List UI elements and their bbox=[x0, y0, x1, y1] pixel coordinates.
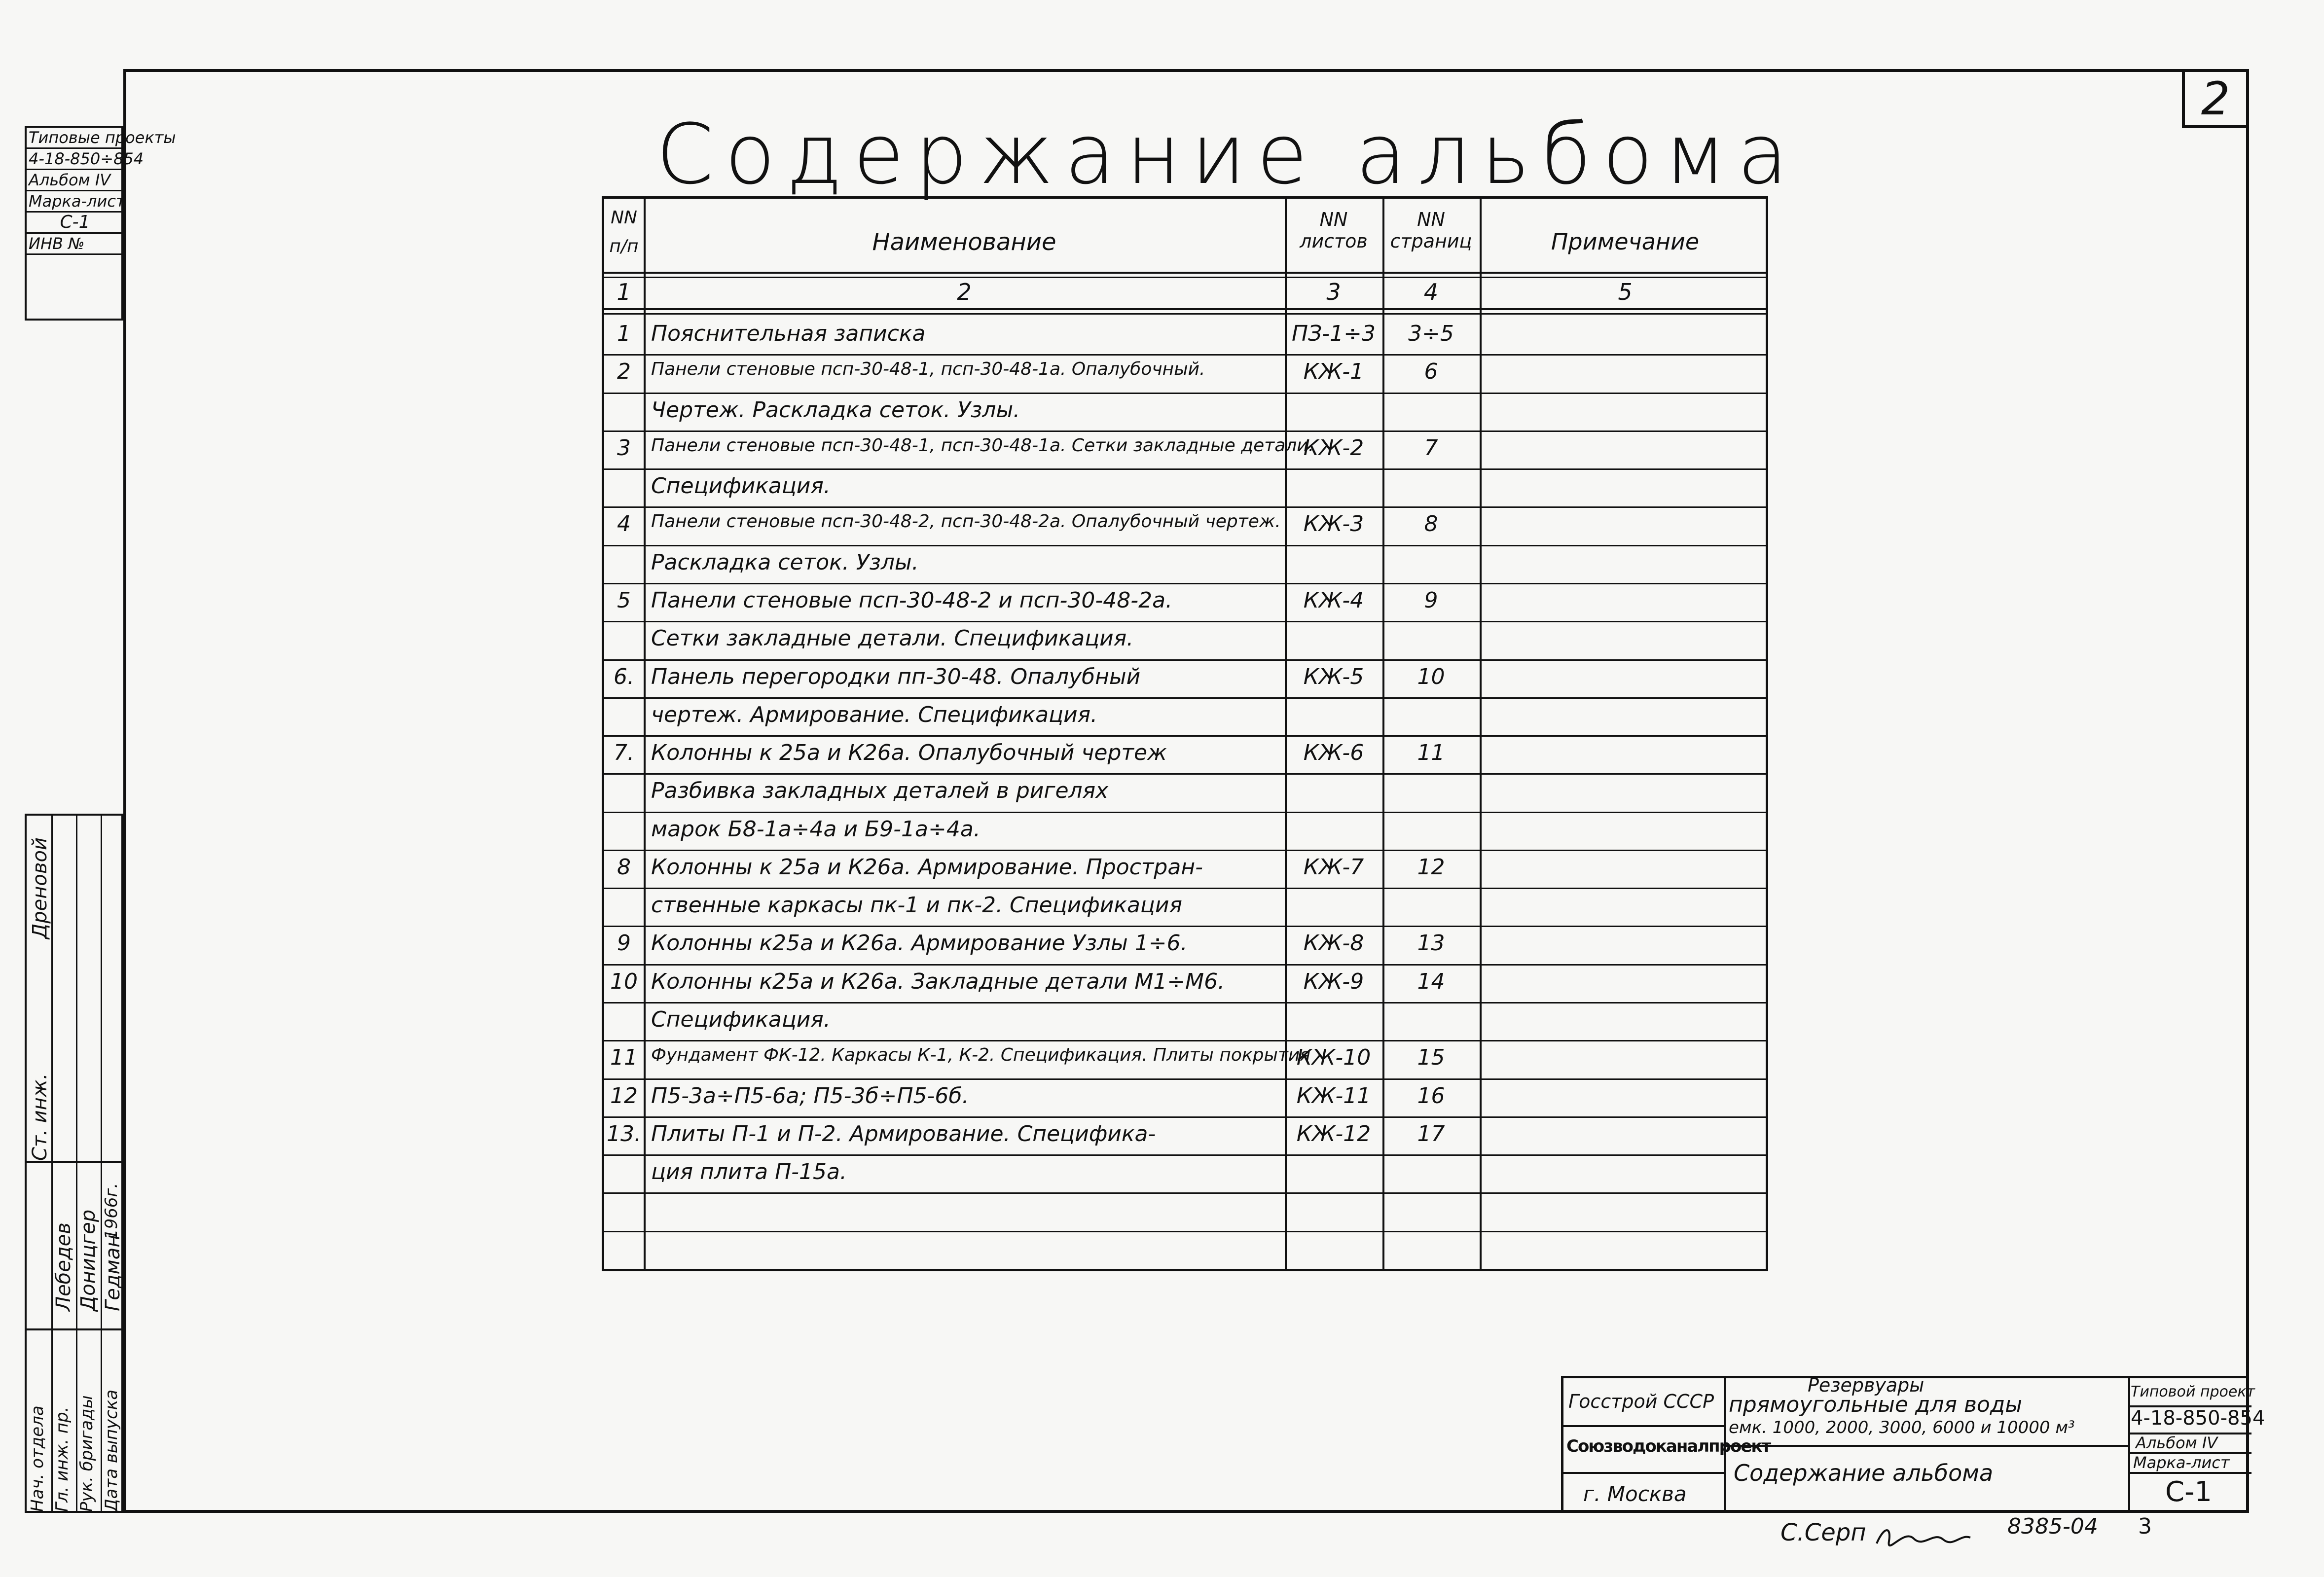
row-page: 10 bbox=[1417, 664, 1445, 689]
row-number: 1 bbox=[617, 321, 631, 346]
tb-right-label: Марка-лист bbox=[2133, 1453, 2230, 1472]
header-pages: NN страниц bbox=[1390, 209, 1472, 252]
header-sheets: NN листов bbox=[1300, 209, 1368, 252]
row-sheet: КЖ-3 bbox=[1303, 511, 1364, 537]
title-block bbox=[1561, 1374, 2265, 1513]
project-line-2: прямоугольные для воды bbox=[1729, 1392, 2022, 1417]
row-number: 6. bbox=[614, 664, 634, 689]
row-number: 13. bbox=[607, 1121, 641, 1147]
row-sheet: КЖ-12 bbox=[1296, 1121, 1371, 1147]
header-divider bbox=[604, 277, 1766, 278]
page-number: 3 bbox=[2138, 1514, 2152, 1539]
tb-right-label: 4-18-850-854 bbox=[2131, 1407, 2265, 1430]
row-number: 10 bbox=[610, 968, 638, 994]
row-divider bbox=[604, 1116, 1766, 1118]
col-number: 2 bbox=[957, 279, 972, 305]
row-divider bbox=[604, 850, 1766, 851]
row-sheet: КЖ-10 bbox=[1296, 1045, 1371, 1071]
row-divider bbox=[604, 773, 1766, 775]
row-number: 9 bbox=[617, 931, 631, 956]
left-stamp bbox=[25, 126, 176, 321]
tb-divider bbox=[1563, 1472, 1724, 1474]
row-title: Разбивка закладных деталей в ригелях bbox=[651, 778, 1109, 804]
tb-divider bbox=[1724, 1445, 2128, 1447]
row-number: 8 bbox=[617, 854, 631, 880]
row-number: 2 bbox=[617, 359, 631, 385]
row-divider bbox=[604, 888, 1766, 889]
header-n: NN п/п bbox=[609, 208, 639, 256]
row-title: Колонны к25а и К26а. Армирование Узлы 1÷6. bbox=[651, 931, 1188, 956]
contents-table bbox=[602, 196, 1768, 1271]
strip-name: Доницгер bbox=[77, 1209, 100, 1311]
tb-divider bbox=[2128, 1472, 2251, 1474]
row-divider bbox=[604, 393, 1766, 394]
row-sheet: КЖ-5 bbox=[1303, 664, 1364, 689]
left-stamp-line: Типовые проекты bbox=[27, 128, 121, 149]
strip-role-label: Дата выпуска bbox=[102, 1389, 121, 1512]
row-title: Спецификация. bbox=[651, 1007, 831, 1033]
tb-right-label: Альбом IV bbox=[2136, 1434, 2218, 1452]
tb-divider bbox=[2128, 1378, 2130, 1510]
strip-role-label: Нач. отдела bbox=[28, 1405, 47, 1512]
header-divider bbox=[604, 313, 1766, 315]
row-title: Панели стеновые псп-30-48-1, псп-30-48-1а. Сетки закладные детали. bbox=[651, 435, 1314, 456]
drawing-code: 8385-04 bbox=[2007, 1514, 2098, 1539]
row-sheet: КЖ-11 bbox=[1296, 1083, 1371, 1109]
row-sheet: ПЗ-1÷3 bbox=[1291, 321, 1376, 346]
row-divider bbox=[604, 697, 1766, 699]
row-title: Колонны к 25а и К26а. Опалубочный чертеж bbox=[651, 740, 1167, 766]
row-title: Панель перегородки пп-30-48. Опалубный bbox=[651, 664, 1141, 689]
row-page: 12 bbox=[1417, 854, 1445, 880]
row-number: 4 bbox=[617, 511, 631, 537]
org-city: г. Москва bbox=[1583, 1482, 1687, 1506]
tb-right-label: С-1 bbox=[2165, 1476, 2212, 1508]
row-title: Колонны к 25а и К26а. Армирование. Простран- bbox=[651, 854, 1203, 880]
row-divider bbox=[604, 735, 1766, 737]
row-sheet: КЖ-9 bbox=[1303, 968, 1364, 994]
row-divider bbox=[604, 1192, 1766, 1194]
left-stamp-line: ИНВ № bbox=[27, 234, 121, 255]
strip-name: Гедман bbox=[102, 1234, 124, 1311]
row-divider bbox=[604, 1269, 1766, 1270]
col-number: 5 bbox=[1618, 279, 1633, 305]
strip-role-label: Гл. инж. пр. bbox=[52, 1406, 72, 1512]
row-title: чертеж. Армирование. Спецификация. bbox=[651, 702, 1098, 727]
row-title: Чертеж. Раскладка сеток. Узлы. bbox=[651, 397, 1020, 423]
row-page: 14 bbox=[1417, 968, 1445, 994]
row-sheet: КЖ-4 bbox=[1303, 587, 1364, 613]
left-stamp-line: Марка-лист bbox=[27, 191, 121, 213]
row-title: Раскладка сеток. Узлы. bbox=[651, 549, 919, 575]
strip-role: Ст. инж. bbox=[29, 1073, 51, 1161]
strip-role-label: Рук. бригады bbox=[77, 1395, 97, 1512]
strip-date: 1966г. bbox=[102, 1183, 121, 1240]
header-divider bbox=[604, 272, 1766, 274]
row-title: Панели стеновые псп-30-48-1, псп-30-48-1а. Опалубочный. bbox=[651, 359, 1205, 380]
row-divider bbox=[604, 583, 1766, 584]
header-divider bbox=[604, 308, 1766, 310]
row-divider bbox=[604, 621, 1766, 622]
row-number: 7. bbox=[614, 740, 634, 766]
strip-author: Дреновой bbox=[29, 837, 51, 939]
project-line-3: емк. 1000, 2000, 3000, 6000 и 10000 м³ bbox=[1729, 1418, 2075, 1437]
row-title: Сетки закладные детали. Спецификация. bbox=[651, 626, 1134, 651]
row-sheet: КЖ-1 bbox=[1303, 359, 1364, 385]
strip-name: Лебедев bbox=[52, 1222, 75, 1311]
row-title: ственные каркасы пк-1 и пк-2. Спецификация bbox=[651, 893, 1182, 918]
row-page: 6 bbox=[1424, 359, 1438, 385]
row-title: Спецификация. bbox=[651, 473, 831, 499]
strip-divider-h bbox=[27, 1161, 125, 1163]
row-divider bbox=[604, 1231, 1766, 1232]
row-divider bbox=[604, 1040, 1766, 1041]
row-sheet: КЖ-6 bbox=[1303, 740, 1364, 766]
row-title: Колонны к25а и К26а. Закладные детали М1÷М6. bbox=[651, 968, 1225, 994]
row-number: 11 bbox=[610, 1045, 638, 1071]
row-page: 9 bbox=[1424, 587, 1438, 613]
row-divider bbox=[604, 812, 1766, 813]
header-name: Наименование bbox=[872, 228, 1056, 256]
row-page: 16 bbox=[1417, 1083, 1445, 1109]
left-stamp-line: 4-18-850÷854 bbox=[27, 149, 121, 170]
row-divider bbox=[604, 964, 1766, 966]
signature-scribble bbox=[1874, 1524, 1973, 1548]
row-divider bbox=[604, 354, 1766, 356]
row-sheet: КЖ-7 bbox=[1303, 854, 1364, 880]
row-divider bbox=[604, 1002, 1766, 1004]
project-line-1: Резервуары bbox=[1808, 1374, 1925, 1396]
row-sheet: КЖ-2 bbox=[1303, 435, 1364, 461]
approval-strip bbox=[25, 814, 123, 1513]
left-stamp-line: С-1 bbox=[27, 213, 121, 234]
row-page: 11 bbox=[1417, 740, 1445, 766]
row-title: Панели стеновые псп-30-48-2, псп-30-48-2а. Опалубочный чертеж. bbox=[651, 511, 1281, 532]
col-divider bbox=[644, 199, 646, 1269]
row-divider bbox=[604, 506, 1766, 508]
row-title: ция плита П-15а. bbox=[651, 1159, 847, 1185]
row-number: 5 bbox=[617, 587, 631, 613]
col-number: 4 bbox=[1423, 279, 1439, 305]
col-number: 3 bbox=[1326, 279, 1341, 305]
row-divider bbox=[604, 545, 1766, 546]
row-divider bbox=[604, 430, 1766, 432]
col-number: 1 bbox=[617, 279, 631, 305]
row-page: 15 bbox=[1417, 1045, 1445, 1071]
row-page: 8 bbox=[1424, 511, 1438, 537]
row-divider bbox=[604, 659, 1766, 661]
row-title: марок Б8-1а÷4а и Б9-1а÷4а. bbox=[651, 816, 980, 842]
tb-divider bbox=[1563, 1425, 1724, 1427]
sheet-number: 2 bbox=[2182, 69, 2249, 128]
row-title: П5-3а÷П5-6а; П5-3б÷П5-6б. bbox=[651, 1083, 969, 1109]
row-divider bbox=[604, 468, 1766, 470]
header-note: Примечание bbox=[1551, 228, 1700, 255]
col-divider bbox=[1480, 199, 1482, 1269]
left-stamp-line: Альбом IV bbox=[27, 170, 121, 191]
row-divider bbox=[604, 1078, 1766, 1080]
page-title: Содержание альбома bbox=[656, 106, 1799, 203]
row-title: Плиты П-1 и П-2. Армирование. Специфика- bbox=[651, 1121, 1156, 1147]
row-number: 3 bbox=[617, 435, 631, 461]
org-gosstroy: Госстрой СССР bbox=[1568, 1391, 1714, 1412]
sheet-title: Содержание альбома bbox=[1734, 1460, 1994, 1486]
row-sheet: КЖ-8 bbox=[1303, 931, 1364, 956]
row-page: 7 bbox=[1424, 435, 1438, 461]
signature: С.Серп bbox=[1780, 1519, 1866, 1546]
row-divider bbox=[604, 926, 1766, 927]
row-number: 12 bbox=[610, 1083, 638, 1109]
row-title: Пояснительная записка bbox=[651, 321, 926, 346]
row-page: 3÷5 bbox=[1408, 321, 1454, 346]
row-title: Фундамент ФК-12. Каркасы К-1, К-2. Спецификация. Плиты покрытия bbox=[651, 1045, 1310, 1066]
row-page: 17 bbox=[1417, 1121, 1445, 1147]
strip-divider-h bbox=[27, 1328, 125, 1330]
org-soyuzvodokanal: Союзводоканалпроект bbox=[1566, 1436, 1771, 1456]
row-divider bbox=[604, 1154, 1766, 1156]
row-page: 13 bbox=[1417, 931, 1445, 956]
row-title: Панели стеновые псп-30-48-2 и псп-30-48-2а. bbox=[651, 587, 1173, 613]
tb-right-label: Типовой проект bbox=[2131, 1383, 2255, 1400]
